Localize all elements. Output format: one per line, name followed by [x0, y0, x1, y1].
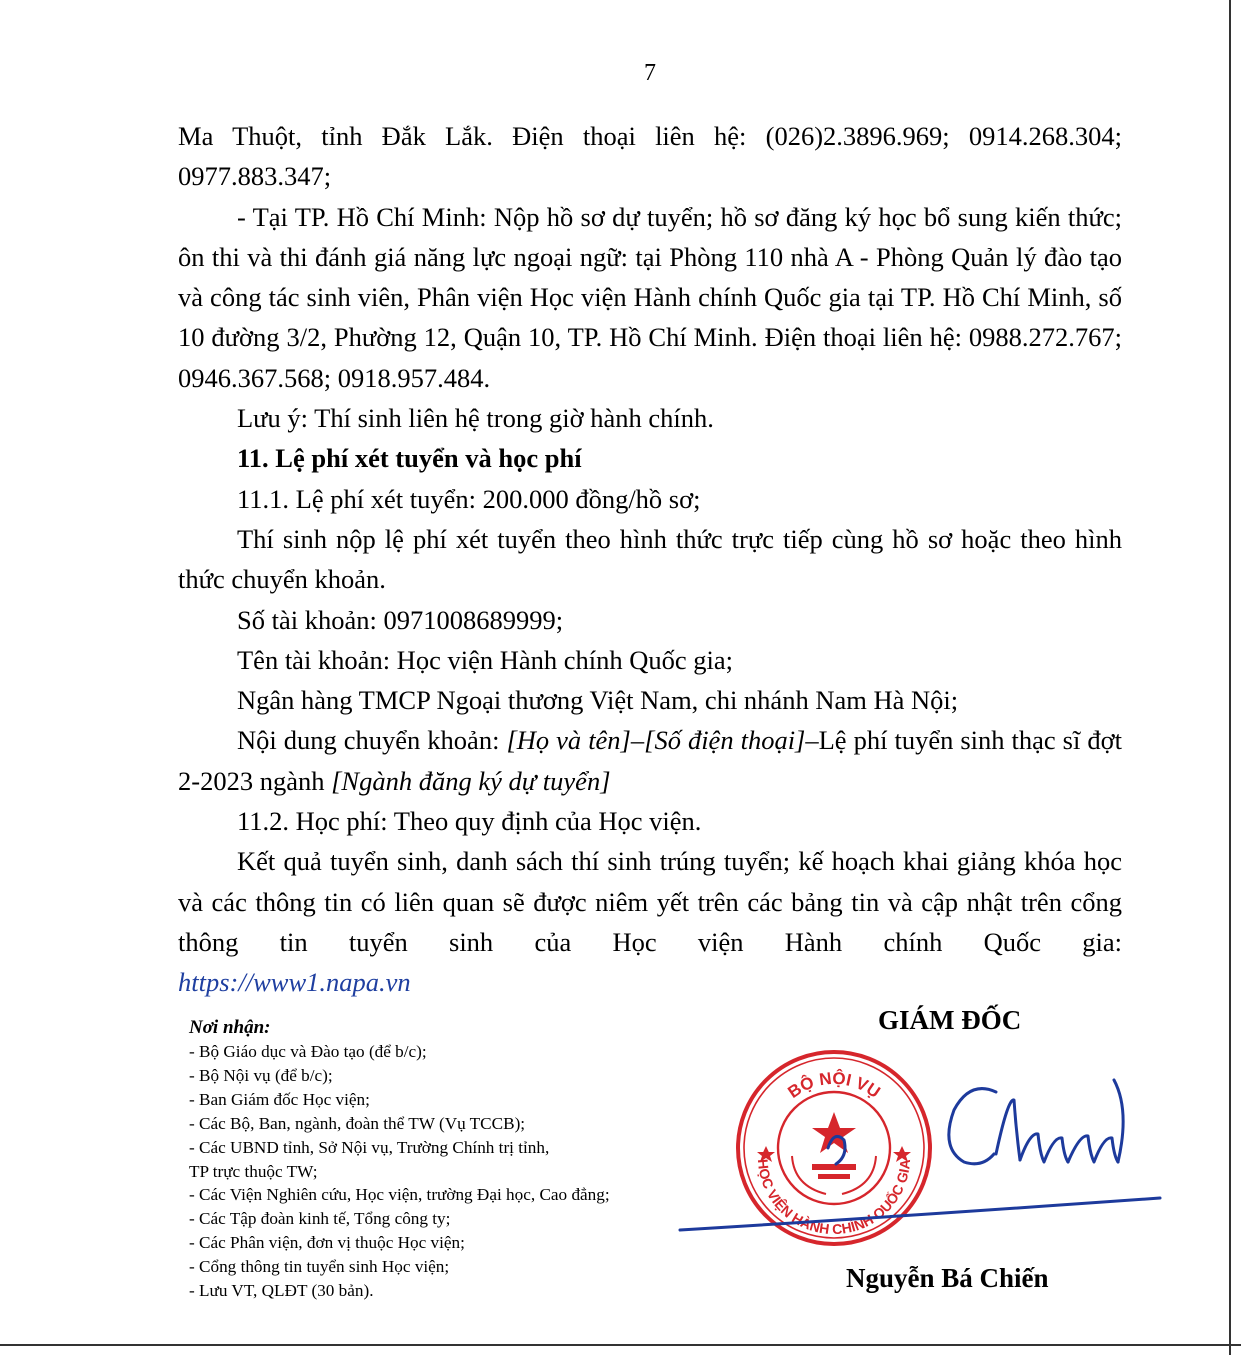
paragraph-tuition: 11.2. Học phí: Theo quy định của Học viện.: [237, 806, 702, 837]
recipients-title: Nơi nhận:: [189, 1017, 271, 1038]
handwritten-signature: [678, 1070, 1168, 1240]
recipient-item: - Bộ Giáo dục và Đào tạo (để b/c);: [189, 1042, 427, 1061]
transfer-placeholder-major: [Ngành đăng ký dự tuyển]: [331, 765, 611, 796]
page-number: 7: [644, 60, 656, 86]
paragraph-payment-method: Thí sinh nộp lệ phí xét tuyển theo hình thức trực tiếp cùng hồ sơ hoặc theo hình thức chuyển khoản.: [178, 523, 1122, 595]
recipient-item: - Các Bộ, Ban, ngành, đoàn thể TW (Vụ TCCB);: [189, 1113, 526, 1133]
document-body: [178, 116, 1122, 1003]
recipient-item: - Các UBND tỉnh, Sở Nội vụ, Trường Chính trị tỉnh,: [189, 1137, 550, 1157]
recipient-item: - Các Viện Nghiên cứu, Học viện, trường Đại học, Cao đẳng;: [189, 1185, 610, 1205]
recipient-item: TP trực thuộc TW;: [189, 1161, 318, 1181]
contact-line-daklak: Ma Thuột, tỉnh Đắk Lắk. Điện thoại liên hệ: (026)2.3896.969; 0914.268.304;: [178, 121, 1122, 151]
signer-name: Nguyễn Bá Chiến: [846, 1263, 1049, 1293]
paragraph-account-name: Tên tài khoản: Học viện Hành chính Quốc gia;: [237, 644, 733, 675]
recipient-item: - Bộ Nội vụ (để b/c);: [189, 1065, 333, 1085]
paragraph-note: Lưu ý: Thí sinh liên hệ trong giờ hành chính.: [237, 403, 714, 434]
paragraph-results: Kết quả tuyển sinh, danh sách thí sinh trúng tuyển; kế hoạch khai giảng khóa học và các thông tin có liên quan sẽ được niêm yết trên các bảng tin và cập nhật trên cổng thông tin tuyển sinh của Học viện Hành chính Quốc gia:: [178, 846, 1122, 957]
recipient-item: - Cổng thông tin tuyển sinh Học viện;: [189, 1257, 450, 1277]
contact-line-daklak-cont: 0977.883.347;: [178, 161, 332, 192]
recipient-item: - Các Tập đoàn kinh tế, Tổng công ty;: [189, 1209, 451, 1229]
page-edge-right: [1229, 0, 1231, 1355]
recipient-item: - Lưu VT, QLĐT (30 bản).: [189, 1281, 374, 1301]
paragraph-hcm-office: - Tại TP. Hồ Chí Minh: Nộp hồ sơ dự tuyển; hồ sơ đăng ký học bổ sung kiến thức; ôn thi và thi đánh giá năng lực ngoại ngữ: tại Phòng 110 nhà A - Phòng Quản lý đào tạo và công tác sinh viên, Phân viện Học viện Hành chính Quốc gia tại TP. Hồ Chí Minh, số 10 đường 3/2, Phường 12, Quận 10, TP. Hồ Chí Minh. Điện thoại liên hệ: 0988.272.767; 0946.367.568; 0918.957.484.: [178, 201, 1122, 393]
paragraph-application-fee: 11.1. Lệ phí xét tuyển: 200.000 đồng/hồ sơ;: [237, 483, 701, 514]
website-paragraph: [178, 962, 1122, 1002]
paragraph-bank: Ngân hàng TMCP Ngoại thương Việt Nam, chi nhánh Nam Hà Nội;: [237, 685, 959, 716]
paragraph-transfer-content: [178, 720, 1122, 801]
recipient-item: - Ban Giám đốc Học viện;: [189, 1089, 370, 1109]
page-edge-bottom: [0, 1344, 1241, 1346]
paragraph-account-number: Số tài khoản: 0971008689999;: [237, 604, 564, 635]
section-heading-fees: 11. Lệ phí xét tuyển và học phí: [237, 443, 582, 474]
recipients-list: [189, 1016, 610, 1303]
transfer-placeholder-name-phone: [Họ và tên]–[Số điện thoại]: [506, 725, 806, 756]
recipient-item: - Các Phân viện, đơn vị thuộc Học viện;: [189, 1233, 465, 1253]
website-link[interactable]: https://www1.napa.vn: [178, 967, 411, 998]
seal-bottom-text: HỌC VIỆN HÀNH CHÍNH QUỐC GIA: [754, 1158, 914, 1238]
signer-title: GIÁM ĐỐC: [878, 1005, 1022, 1035]
transfer-middle-text: –Lệ phí tuyển sinh thạc sĩ đợt 2-2023 ngành: [178, 725, 1122, 796]
seal-top-text: BỘ NỘI VỤ: [784, 1068, 884, 1102]
transfer-prefix: Nội dung chuyển khoản:: [237, 725, 507, 756]
